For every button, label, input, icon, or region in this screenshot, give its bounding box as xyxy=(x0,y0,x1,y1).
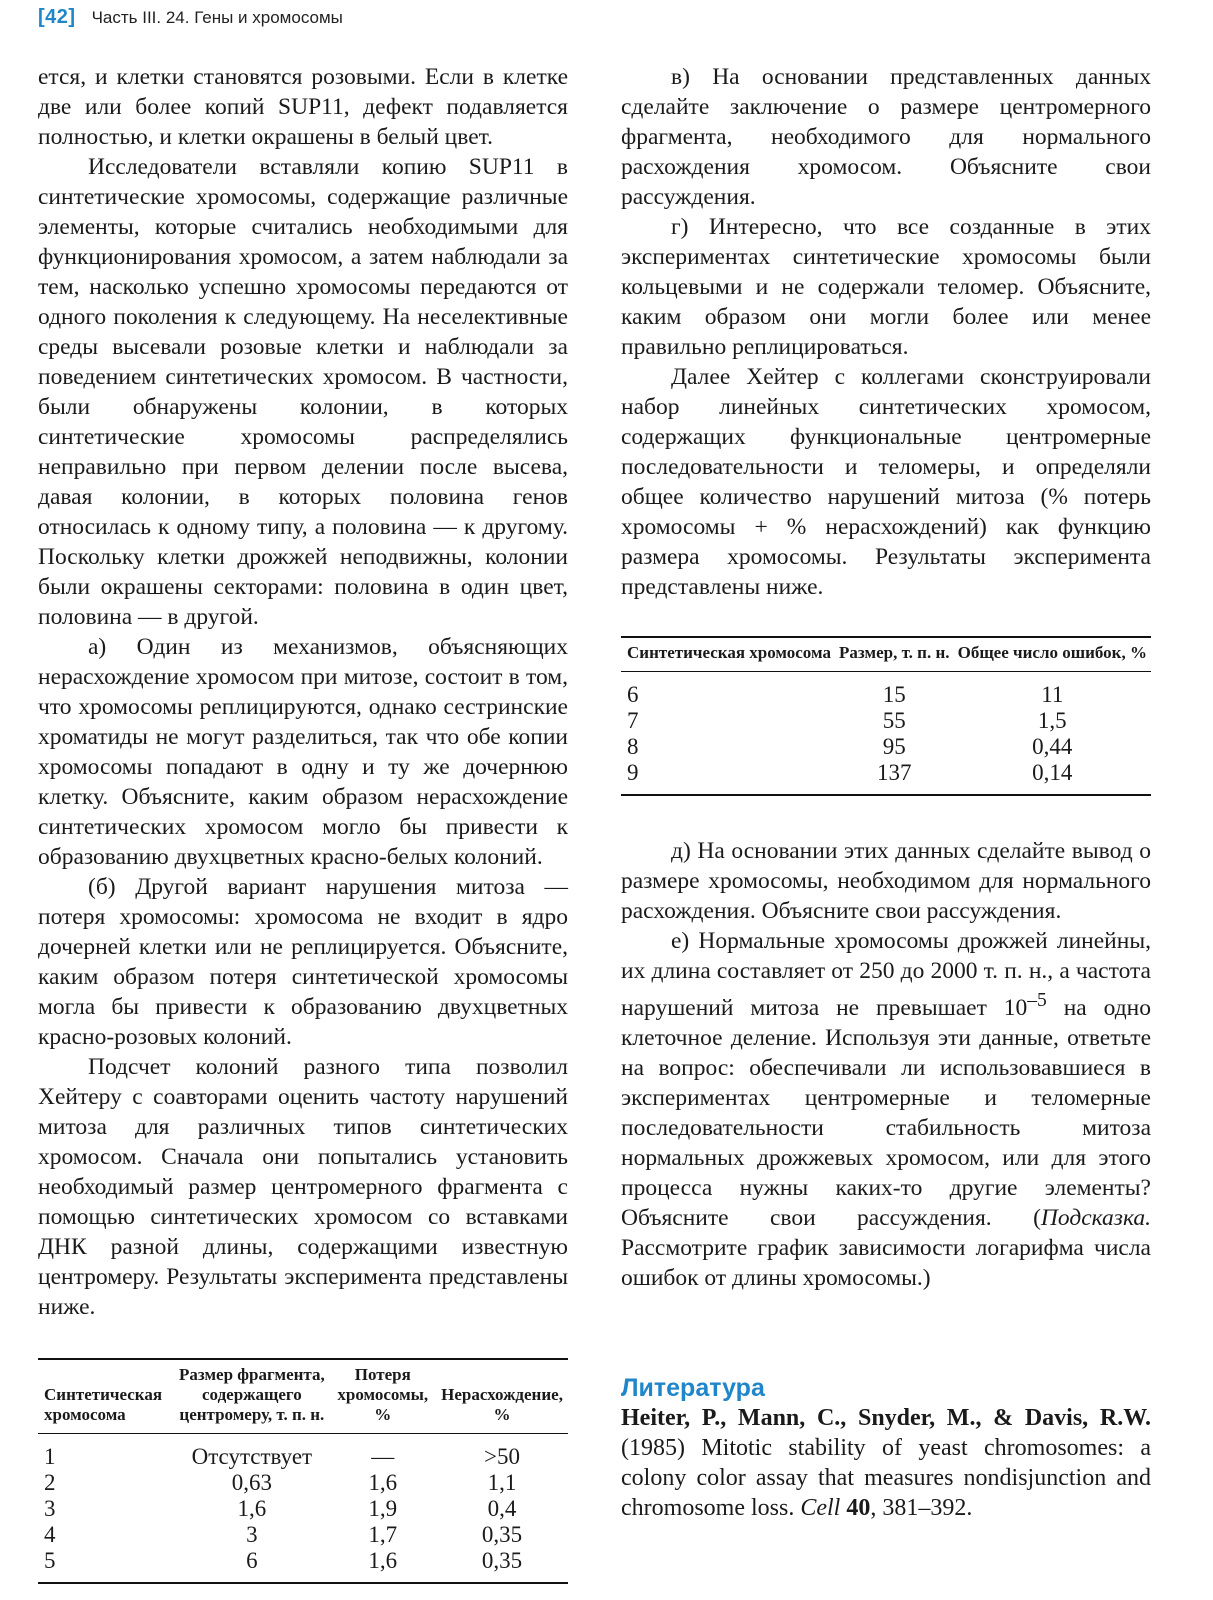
question-v-text: в) На основании представленных данных сделайте заключение о размере центромерного фрагмента, необходимого для нормального расхождения хромосом. Объясните свои рассуждения. xyxy=(621,64,1151,210)
cell: 137 xyxy=(835,760,954,795)
left-paragraph-5-text: Подсчет колоний разного типа позволил Хейтеру с соавторами оценить частоту нарушений митоза для различных типов синтетических хромосом. Сначала они попытались установить необходимый размер центромерного фрагмента с помощью синтетических хромосом со вставками ДНК разной длины, содержащими известную центромеру. Результаты эксперимента представлены ниже. xyxy=(38,1054,568,1320)
question-d xyxy=(621,836,1151,926)
left-paragraph-1-text: ется, и клетки становятся розовыми. Если в клетке две или более копий SUP11, дефект подавляется полностью, и клетки окрашены в белый цвет. xyxy=(38,64,568,150)
cell: 6 xyxy=(174,1548,329,1583)
exponent: –5 xyxy=(1027,990,1047,1011)
question-d-text: д) На основании этих данных сделайте вывод о размере хромосомы, необходимом для нормального расхождения. Объясните свои рассуждения. xyxy=(621,838,1151,924)
table-row xyxy=(621,760,1151,795)
hint-label: Подсказка. xyxy=(1040,1204,1151,1231)
th-chromosome: Синтетическая хромосома xyxy=(38,1359,174,1434)
question-a-text: а) Один из механизмов, объясняющих нерасхождение хромосом при митозе, состоит в том, что хромосомы реплицируются, однако сестринские хроматиды не могут разделиться, так что обе копии хромосомы попадают в одну и ту же дочернюю клетку. Объясните, каким образом нерасхождение синтетических хромосом могло бы привести к образованию двухцветных красно-белых колоний. xyxy=(38,634,568,870)
th-total-errors: Общее число ошибок, % xyxy=(954,637,1151,672)
th-nondisjunction: Нерасхождение, % xyxy=(436,1359,568,1434)
left-paragraph-5 xyxy=(38,1052,568,1322)
cell: — xyxy=(371,1444,395,1469)
cell: 0,35 xyxy=(436,1548,568,1583)
cell: 3 xyxy=(44,1496,56,1521)
question-e xyxy=(621,926,1151,1293)
table-row xyxy=(38,1496,568,1522)
references-heading: Литература xyxy=(621,1373,765,1402)
cell: 0,63 xyxy=(231,1470,272,1495)
reference-entry xyxy=(621,1403,1151,1523)
cell: 11 xyxy=(1041,682,1064,707)
th-fragment-size: Размер фрагмента, содержащего центромеру, т. п. н. xyxy=(174,1359,329,1434)
th-chromosome-loss: Потеря хромосомы, % xyxy=(329,1359,436,1434)
cell: 1,1 xyxy=(487,1470,517,1495)
cell: 1,7 xyxy=(368,1522,398,1547)
question-g xyxy=(621,212,1151,362)
cell: 1 xyxy=(44,1444,56,1469)
chromosome-size-table xyxy=(621,636,1151,796)
cell: 15 xyxy=(882,682,906,707)
th-size: Размер, т. п. н. xyxy=(835,637,954,672)
cell: 7 xyxy=(627,708,639,733)
cell: >50 xyxy=(484,1444,521,1469)
cell: 95 xyxy=(882,734,906,759)
running-header xyxy=(38,6,343,34)
cell: 1,9 xyxy=(368,1496,398,1521)
table-row xyxy=(621,672,1151,709)
table-row xyxy=(621,708,1151,734)
left-paragraph-2 xyxy=(38,152,568,632)
reference-volume: 40 xyxy=(846,1494,871,1521)
question-b xyxy=(38,872,568,1052)
cell: 1,6 xyxy=(329,1548,436,1583)
reference-authors: Heiter, P., Mann, C., Snyder, M., & Davis, R.W. xyxy=(621,1404,1151,1431)
left-column xyxy=(38,62,568,1584)
question-b-text: (б) Другой вариант нарушения митоза — потеря хромосомы: хромосома не входит в ядро дочерней клетки или не реплицируется. Объясните, каким образом потеря синтетической хромосомы могла бы привести к образованию двухцветных красно-розовых колоний. xyxy=(38,874,568,1050)
cell: 1,6 xyxy=(237,1496,267,1521)
left-paragraph-2-text: Исследователи вставляли копию SUP11 в синтетические хромосомы, содержащие различные элементы, которые считались необходимыми для функционирования хромосом, а затем наблюдали за тем, насколько успешно хромосомы передаются от одного поколения к следующему. На неселективные среды высевали розовые клетки и наблюдали за поведением синтетических хромосом. В частности, были обнаружены колонии, в которых синтетические хромосомы распределялись неправильно при первом делении после высева, давая колонии, в которых половина генов относилась к одному типу, а половина — к другому. Поскольку клетки дрожжей неподвижны, колонии были окрашены секторами: половина в один цвет, половина — в другой. xyxy=(38,154,568,630)
table-row xyxy=(38,1470,568,1496)
cell: 3 xyxy=(246,1522,258,1547)
table-row xyxy=(38,1434,568,1471)
table-row xyxy=(621,734,1151,760)
table-row xyxy=(38,1522,568,1548)
left-paragraph-1 xyxy=(38,62,568,152)
centromere-table-header xyxy=(38,1359,568,1434)
cell: 1,5 xyxy=(1037,708,1067,733)
cell: 0,4 xyxy=(487,1496,517,1521)
cell: 2 xyxy=(44,1470,56,1495)
th-chromosome: Синтетическая хромосома xyxy=(621,637,835,672)
right-paragraph-3 xyxy=(621,362,1151,602)
cell: Отсутствует xyxy=(191,1444,313,1469)
question-e-text-b: на одно клеточное деление. Используя эти данные, ответьте на вопрос: обеспечивали ли использовавшиеся в экспериментах центромерные и теломерные последовательности стабильность митоза нормальных дрожжевых хромосом, или для этого процесса нужны каких-то другие элементы? Объясните свои рассуждения. ( xyxy=(621,994,1151,1231)
question-a xyxy=(38,632,568,872)
chromosome-size-table-header xyxy=(621,637,1151,672)
cell: 8 xyxy=(627,734,639,759)
cell: 5 xyxy=(38,1548,174,1583)
right-column xyxy=(621,62,1151,1523)
cell: 55 xyxy=(882,708,906,733)
running-title: Часть III. 24. Гены и хромосомы xyxy=(91,8,343,27)
table-row xyxy=(38,1548,568,1583)
cell: 0,35 xyxy=(481,1522,523,1547)
question-e-text-a: е) Нормальные хромосомы дрожжей линейны, их длина составляет от 250 до 2000 т. п. н., а частота нарушений митоза не превышает 10 xyxy=(621,928,1151,1021)
cell: 1,6 xyxy=(368,1470,398,1495)
cell: 0,44 xyxy=(1032,734,1073,759)
question-g-text: г) Интересно, что все созданные в этих экспериментах синтетические хромосомы были кольцевыми и не содержали теломер. Объясните, каким образом они могли более или менее правильно реплицироваться. xyxy=(621,214,1151,360)
page-number: [42] xyxy=(38,6,76,28)
cell: 0,14 xyxy=(954,760,1151,795)
question-v xyxy=(621,62,1151,212)
right-paragraph-3-text: Далее Хейтер с коллегами сконструировали набор линейных синтетических хромосом, содержащих функциональные центромерные последовательности и теломеры, и определяли общее количество нарушений митоза (% потерь хромосомы + % нерасхождений) как функцию размера хромосомы. Результаты эксперимента представлены ниже. xyxy=(621,364,1151,600)
centromere-table xyxy=(38,1358,568,1584)
reference-journal: Cell xyxy=(800,1494,841,1521)
reference-text: (1985) Mitotic stability of yeast chromosomes: a colony color assay that measures nondisjunction and chromosome loss. xyxy=(621,1434,1151,1521)
cell: 9 xyxy=(621,760,835,795)
reference-pages: , 381–392. xyxy=(870,1494,973,1521)
cell: 6 xyxy=(627,682,639,707)
cell: 4 xyxy=(44,1522,56,1547)
question-e-text-c: Рассмотрите график зависимости логарифма числа ошибок от длины хромосомы.) xyxy=(621,1234,1151,1291)
